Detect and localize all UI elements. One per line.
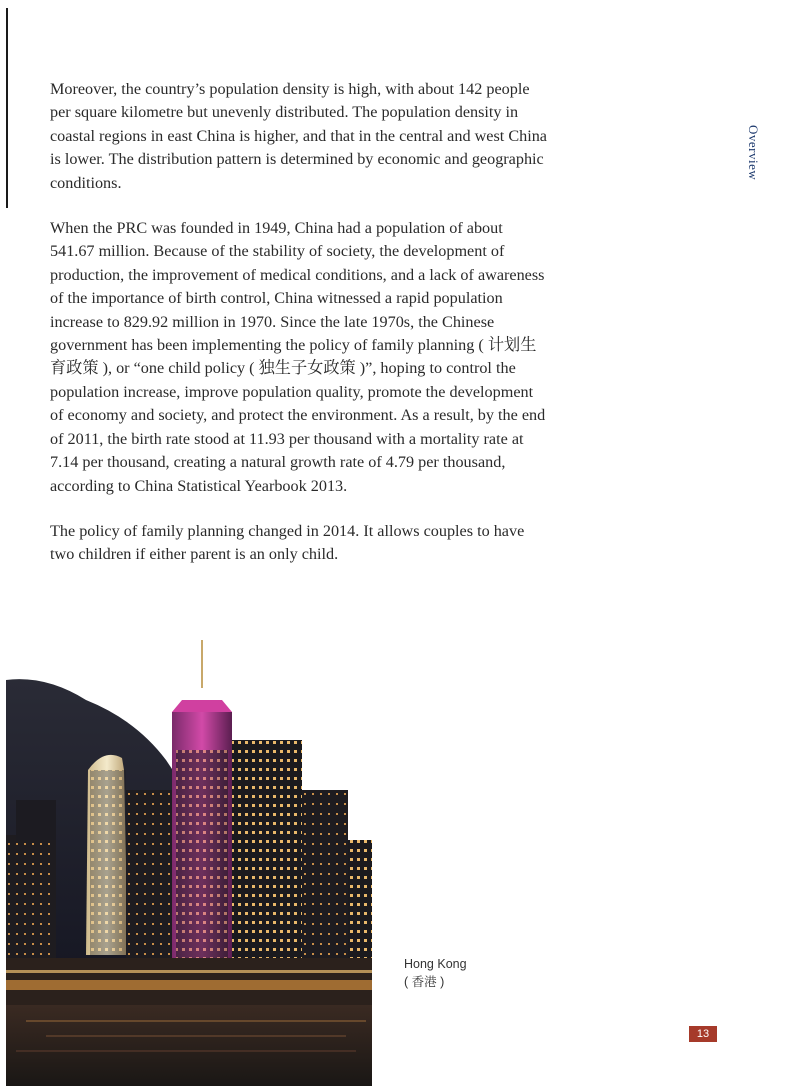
left-margin-rule	[6, 8, 8, 208]
paragraph-population-density: Moreover, the country’s population density is high, with about 142 people per square kilometre but unevenly distributed. The population density in coastal regions in east China is higher, and that in the central and west China is lower. The distribution pattern is determined by economic and geographic conditions.	[50, 80, 547, 192]
caption-english: Hong Kong	[404, 957, 467, 971]
page-number-badge: 13	[689, 1026, 717, 1042]
section-tab-overview: Overview	[746, 125, 761, 181]
caption-chinese: ( 香港 )	[404, 975, 445, 989]
hong-kong-skyline-photo	[6, 640, 372, 1086]
body-text	[50, 78, 550, 589]
paragraph-policy-change: The policy of family planning changed in 2014. It allows couples to have two children if either parent is an only child.	[50, 521, 525, 564]
photo-caption	[404, 955, 467, 991]
paragraph-population-history: When the PRC was founded in 1949, China had a population of about 541.67 million. Because of the stability of society, the development of production, the improvement of medical conditions, and a lack of awareness of the importance of birth control, China witnessed a rapid population increase to 829.92 million in 1970. Since the late 1970s, the Chinese government has been implementing the policy of family planning ( 计划生育政策 ), or “one child policy ( 独生子女政策 )”, hoping to control the population increase, improve population quality, promote the development of economy and society, and protect the environment. As a result, by the end of 2011, the birth rate stood at 11.93 per thousand with a mortality rate at 7.14 per thousand, creating a natural growth rate of 4.79 per thousand, according to China Statistical Yearbook 2013.	[50, 219, 546, 495]
